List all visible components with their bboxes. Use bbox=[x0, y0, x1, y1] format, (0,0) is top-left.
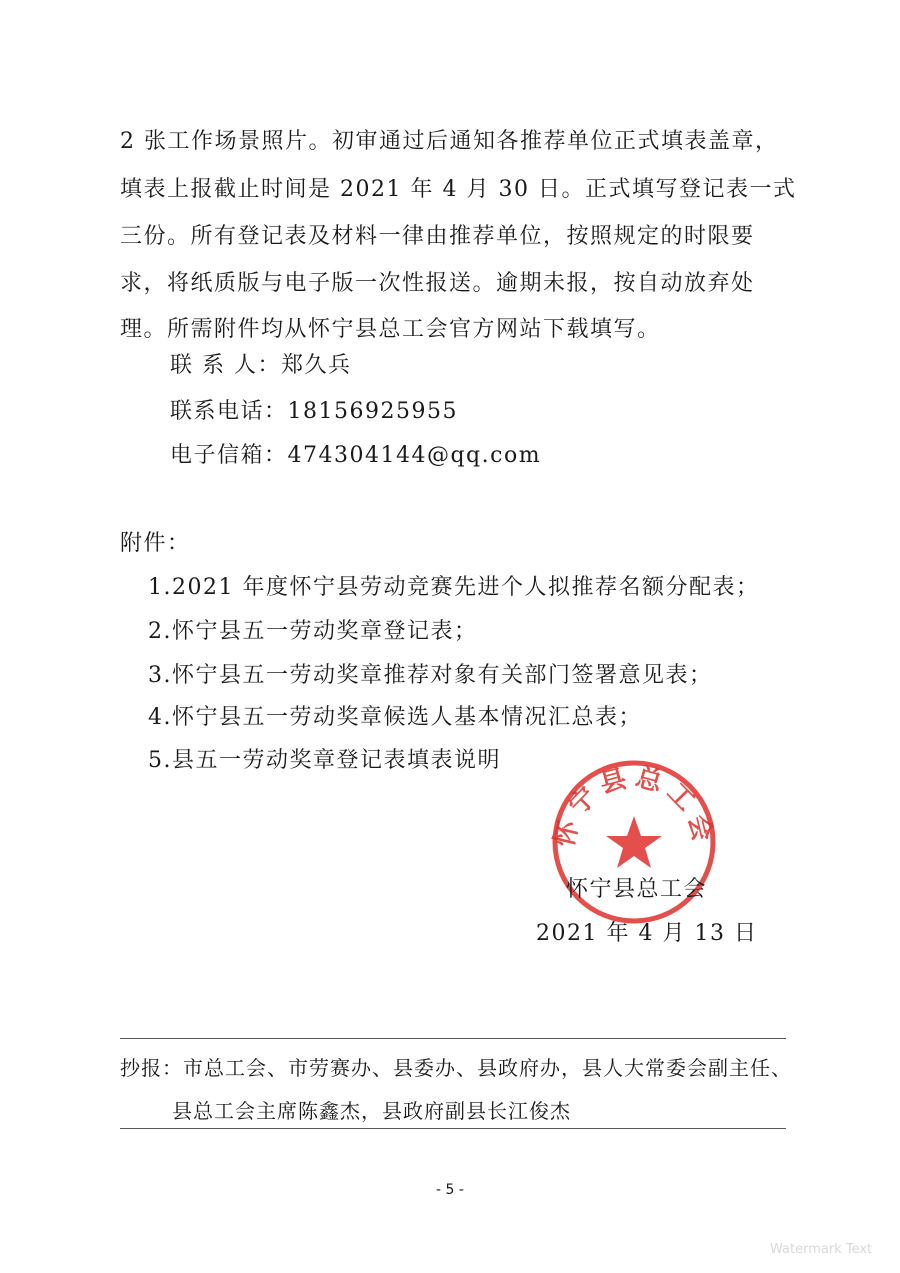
body-line-5: 理。所需附件均从怀宁县总工会官方网站下载填写。 bbox=[120, 317, 661, 342]
attachments-heading: 附件： bbox=[120, 531, 191, 556]
attachment-item-1: 1.2021 年度怀宁县劳动竞赛先进个人拟推荐名额分配表； bbox=[148, 575, 760, 600]
cc-line-1: 抄报：市总工会、市劳赛办、县委办、县政府办，县人大常委会副主任、 bbox=[120, 1056, 792, 1080]
cc-line-2: 县总工会主席陈鑫杰，县政府副县长江俊杰 bbox=[172, 1099, 571, 1123]
cc-bottom-rule bbox=[120, 1128, 786, 1129]
attachment-item-3: 3.怀宁县五一劳动奖章推荐对象有关部门签署意见表； bbox=[148, 663, 713, 688]
attachment-item-5: 5.县五一劳动奖章登记表填表说明 bbox=[148, 748, 501, 773]
contact-phone: 联系电话：18156925955 bbox=[170, 399, 458, 424]
signature-date: 2021 年 4 月 13 日 bbox=[536, 921, 758, 946]
cc-top-rule bbox=[120, 1038, 786, 1039]
body-line-1: 2 张工作场景照片。初审通过后通知各推荐单位正式填表盖章， bbox=[120, 129, 779, 154]
body-line-4: 求，将纸质版与电子版一次性报送。逾期未报，按自动放弃处 bbox=[120, 271, 755, 296]
page-number: - 5 - bbox=[436, 1182, 464, 1198]
attachment-item-2: 2.怀宁县五一劳动奖章登记表； bbox=[148, 619, 478, 644]
body-line-3: 三份。所有登记表及材料一律由推荐单位，按照规定的时限要 bbox=[120, 224, 755, 249]
svg-text:怀宁县总工会: 怀宁县总工会 bbox=[550, 762, 718, 850]
signature-org: 怀宁县总工会 bbox=[566, 877, 708, 902]
body-line-2: 填表上报截止时间是 2021 年 4 月 30 日。正式填写登记表一式 bbox=[120, 177, 797, 202]
contact-email: 电子信箱：474304144@qq.com bbox=[170, 443, 542, 468]
watermark-text: Watermark Text bbox=[770, 1242, 873, 1257]
contact-person: 联 系 人：郑久兵 bbox=[170, 353, 352, 378]
attachment-item-4: 4.怀宁县五一劳动奖章候选人基本情况汇总表； bbox=[148, 705, 642, 730]
